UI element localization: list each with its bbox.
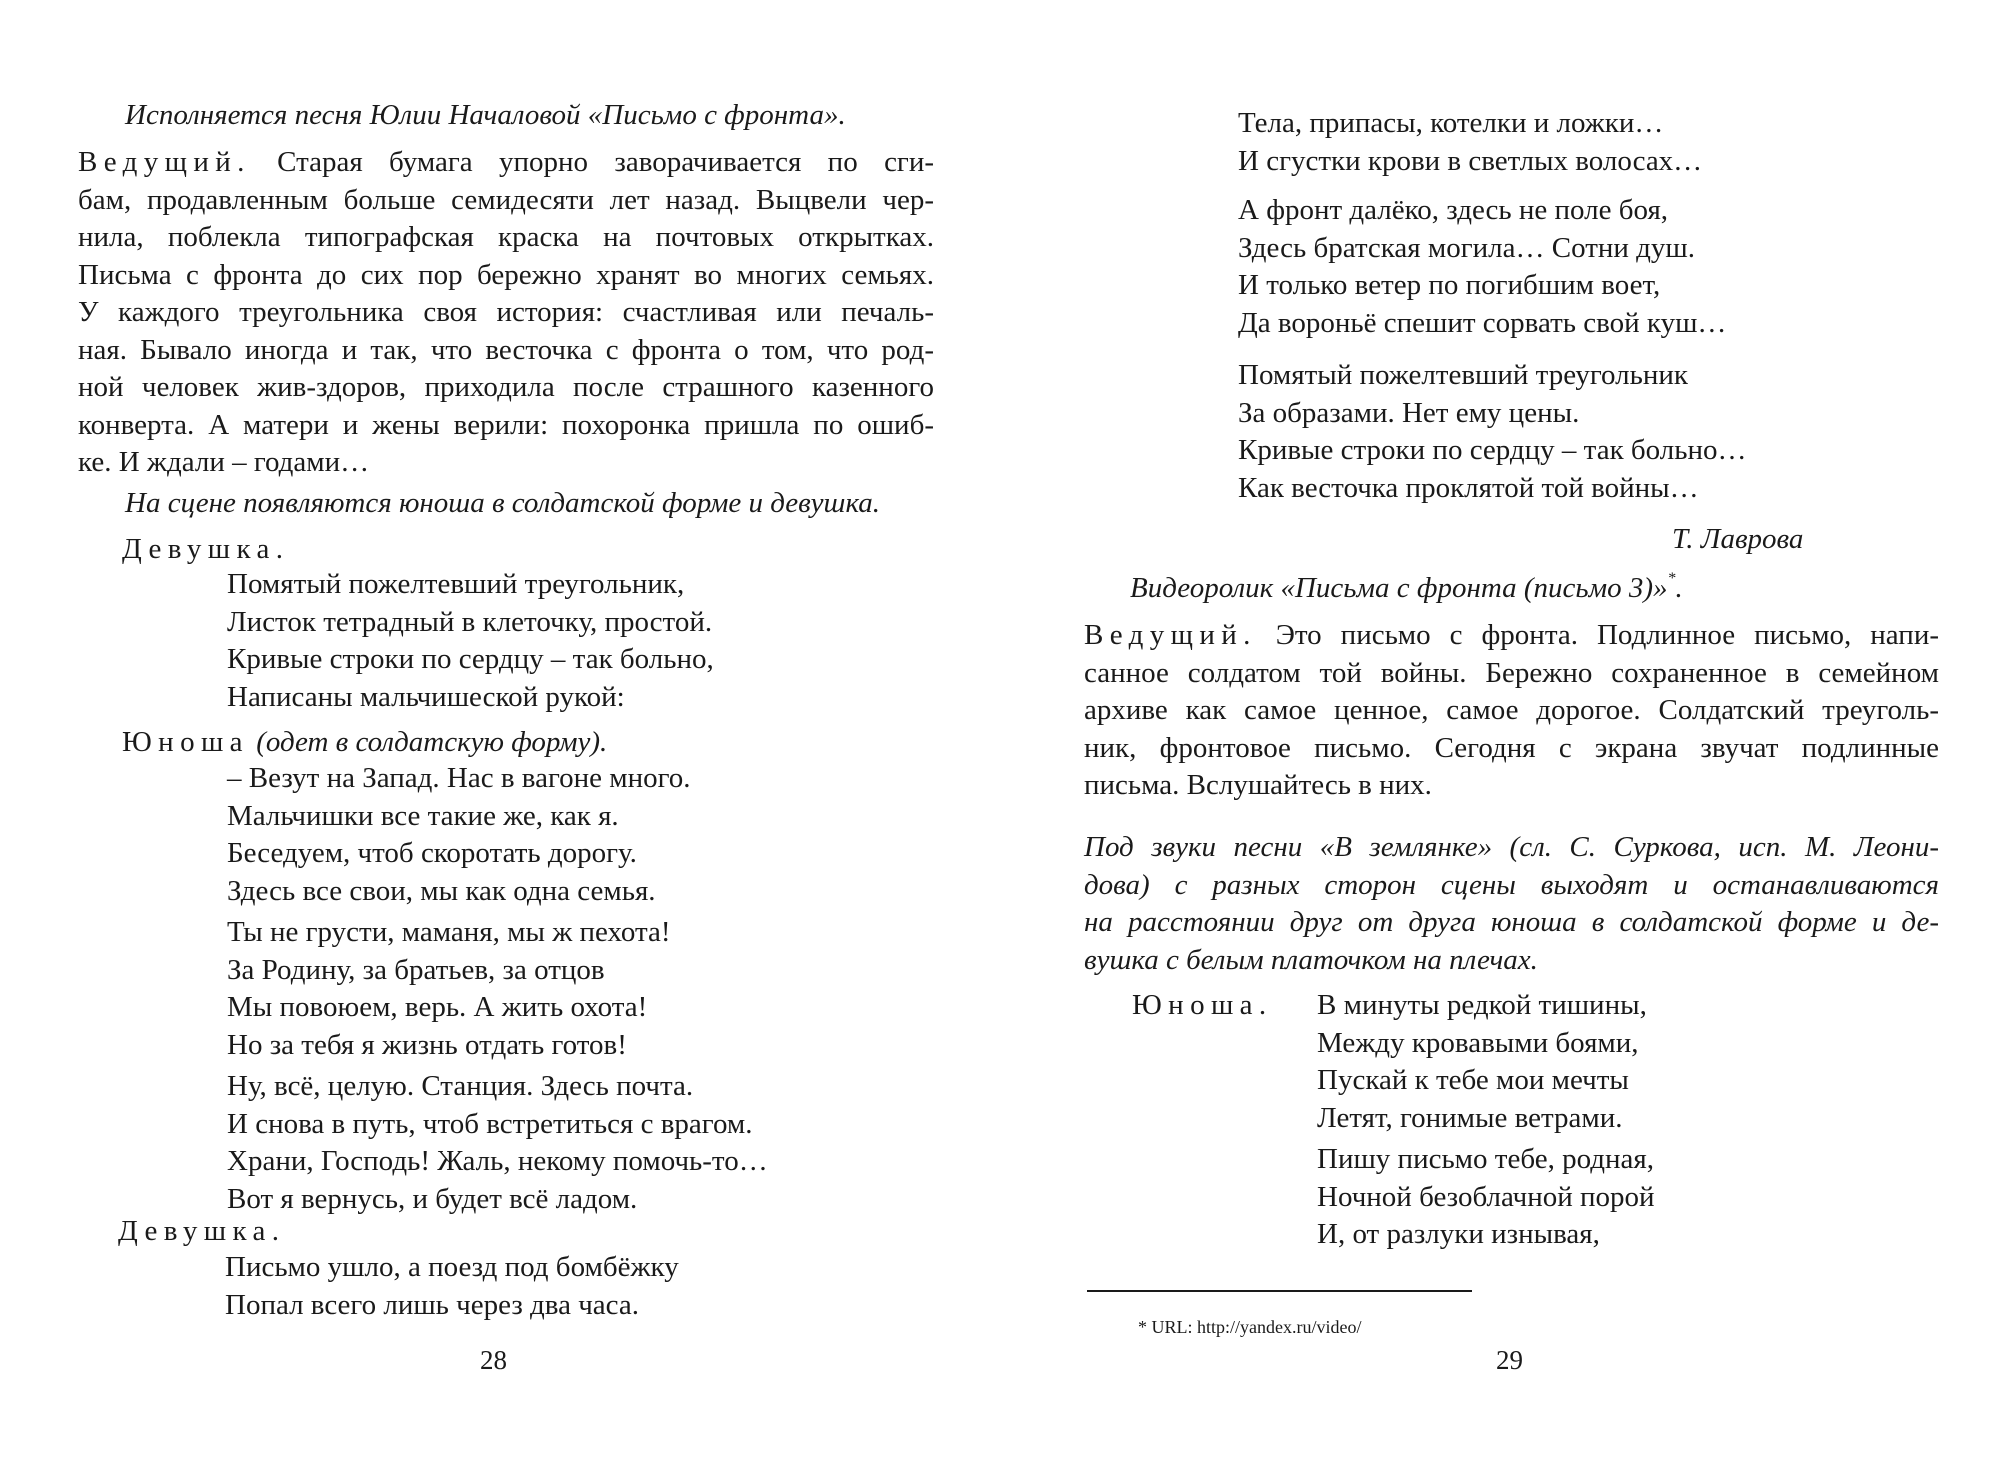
verse-line: Ты не грусти, маманя, мы ж пехота!: [227, 916, 671, 948]
text-line: конверта. А матери и жены верили: похоронка пришла по ошиб-: [78, 408, 934, 441]
video-direction: Видеоролик «Письма с фронта (письмо 3)»*.: [1130, 570, 1683, 604]
verse-line: Попал всего лишь через два часа.: [225, 1288, 640, 1321]
verse-line: Между кровавыми боями,: [1317, 1026, 1639, 1059]
verse-line: Помятый пожелтевший треугольник: [1238, 359, 1688, 391]
verse-line: Здесь братская могила… Сотни душ.: [1238, 231, 1696, 264]
poem-stanza: [1238, 357, 1747, 507]
text-line: ная. Бывало иногда и так, что весточка с фронта о том, что род-: [78, 333, 934, 366]
host-paragraph: [1084, 617, 1939, 805]
verse-line: Мальчишки все такие же, как я.: [227, 799, 619, 832]
girl-verse: [227, 566, 714, 716]
footnote: * URL: http://yandex.ru/video/: [1138, 1317, 1362, 1337]
text-line: Ведущий. Старая бумага упорно заворачивается по сги-: [78, 146, 935, 178]
text-line: санное солдатом той войны. Бережно сохраненное в семейном: [1084, 656, 1939, 689]
speaker-girl: Девушка.: [122, 533, 290, 565]
stage-direction-zemlyanka: [1084, 829, 1939, 979]
verse-line: Тела, припасы, котелки и ложки…: [1238, 107, 1664, 139]
verse-line: Листок тетрадный в клеточку, простой.: [227, 605, 713, 638]
text-line: Ведущий. Это письмо с фронта. Подлинное письмо, напи-: [1084, 619, 1939, 651]
verse-line: Помятый пожелтевший треугольник,: [227, 568, 685, 600]
verse-line: Пускай к тебе мои мечты: [1317, 1064, 1629, 1096]
text-line: У каждого треугольника своя история: счастливая или печаль-: [78, 296, 934, 328]
verse-line: А фронт далёко, здесь не поле боя,: [1238, 194, 1669, 226]
text-line: ной человек жив-здоров, приходила после страшного казенного: [78, 371, 934, 403]
speaker-host: Ведущий.: [78, 146, 251, 178]
poem-stanza: [1238, 192, 1726, 342]
verse-line: Кривые строки по сердцу – так больно,: [227, 643, 714, 675]
verse-line: Пишу письмо тебе, родная,: [1317, 1143, 1654, 1175]
verse-line: Мы повоюем, верь. А жить охота!: [227, 991, 648, 1023]
text-line: бам, продавленным больше семидесяти лет назад. Выцвели чер-: [78, 183, 934, 216]
text-line: нила, поблекла типографская краска на почтовых открытках.: [78, 221, 934, 253]
verse-line: Храни, Господь! Жаль, некому помочь-то…: [227, 1145, 768, 1177]
verse-line: Да вороньё спешит сорвать свой куш…: [1238, 306, 1727, 339]
text-line: Письма с фронта до сих пор бережно хранят во многих семьях.: [78, 258, 934, 291]
verse-line: Летят, гонимые ветрами.: [1317, 1101, 1623, 1134]
verse-line: – Везут на Запад. Нас в вагоне много.: [227, 762, 691, 794]
verse-line: За Родину, за братьев, за отцов: [227, 953, 605, 986]
verse-line: Но за тебя я жизнь отдать готов!: [227, 1028, 627, 1061]
verse-line: И сгустки крови в светлых волосах…: [1238, 144, 1703, 177]
text-line: Под звуки песни «В землянке» (сл. С. Суркова, исп. М. Леони-: [1084, 831, 1939, 863]
text-line: ник, фронтовое письмо. Сегодня с экрана звучат подлинные: [1084, 731, 1939, 764]
youth-stanza: [227, 760, 691, 910]
verse-line: Вот я вернусь, и будет всё ладом.: [227, 1182, 638, 1215]
verse-line: Ну, всё, целую. Станция. Здесь почта.: [227, 1070, 694, 1102]
poem-author: Т. Лаврова: [1672, 523, 1804, 555]
youth-stanza: [1317, 987, 1647, 1137]
page-number: 29: [1496, 1345, 1523, 1375]
verse-line: Здесь все свои, мы как одна семья.: [227, 874, 656, 907]
verse-line: Написаны мальчишеской рукой:: [227, 680, 625, 713]
verse-line: И, от разлуки изнывая,: [1317, 1218, 1600, 1250]
right-page: [1000, 0, 2000, 1478]
text-line: на расстоянии друг от друга юноша в солдатской форме и де-: [1084, 906, 1939, 938]
speaker-youth: Юноша: [122, 726, 249, 758]
youth-stanza: [227, 914, 671, 1064]
youth-stanza: [1317, 1141, 1655, 1254]
verse-line: Письмо ушло, а поезд под бомбёжку: [225, 1251, 679, 1283]
text-line: архиве как самое ценное, самое дорогое. Солдатский треуголь-: [1084, 694, 1939, 726]
speaker-girl: Девушка.: [118, 1215, 286, 1247]
verse-line: За образами. Нет ему цены.: [1238, 396, 1580, 429]
girl-verse: [225, 1249, 679, 1324]
verse-line: И снова в путь, чтоб встретиться с врагом.: [227, 1107, 753, 1140]
speaker-youth: Юноша.: [1132, 989, 1273, 1021]
verse-line: В минуты редкой тишины,: [1317, 989, 1647, 1021]
stage-direction-song: Исполняется песня Юлии Началовой «Письмо с фронта».: [125, 99, 846, 131]
youth-note: (одет в солдатскую форму).: [256, 726, 608, 758]
speaker-youth-line: [122, 724, 607, 762]
text-line: ке. И ждали – годами…: [78, 446, 370, 478]
speaker-host: Ведущий.: [1084, 619, 1257, 651]
verse-line: Ночной безоблачной порой: [1317, 1180, 1655, 1213]
text-line: письма. Вслушайтесь в них.: [1084, 769, 1432, 801]
poem-stanza: [1238, 105, 1702, 180]
text-line: дова) с разных сторон сцены выходят и останавливаются: [1084, 868, 1939, 901]
verse-line: Кривые строки по сердцу – так больно…: [1238, 434, 1747, 466]
verse-line: И только ветер по погибшим воет,: [1238, 269, 1661, 301]
verse-line: Как весточка проклятой той войны…: [1238, 471, 1699, 504]
footnote-marker: *: [1667, 570, 1676, 587]
footnote-divider: [1087, 1290, 1472, 1292]
youth-stanza: [227, 1068, 768, 1218]
verse-line: Беседуем, чтоб скоротать дорогу.: [227, 837, 637, 869]
host-paragraph: [78, 144, 934, 482]
text-line: вушка с белым платочком на плечах.: [1084, 943, 1538, 976]
page-number: 28: [480, 1345, 507, 1375]
stage-direction-entrance: На сцене появляются юноша в солдатской форме и девушка.: [125, 487, 881, 519]
